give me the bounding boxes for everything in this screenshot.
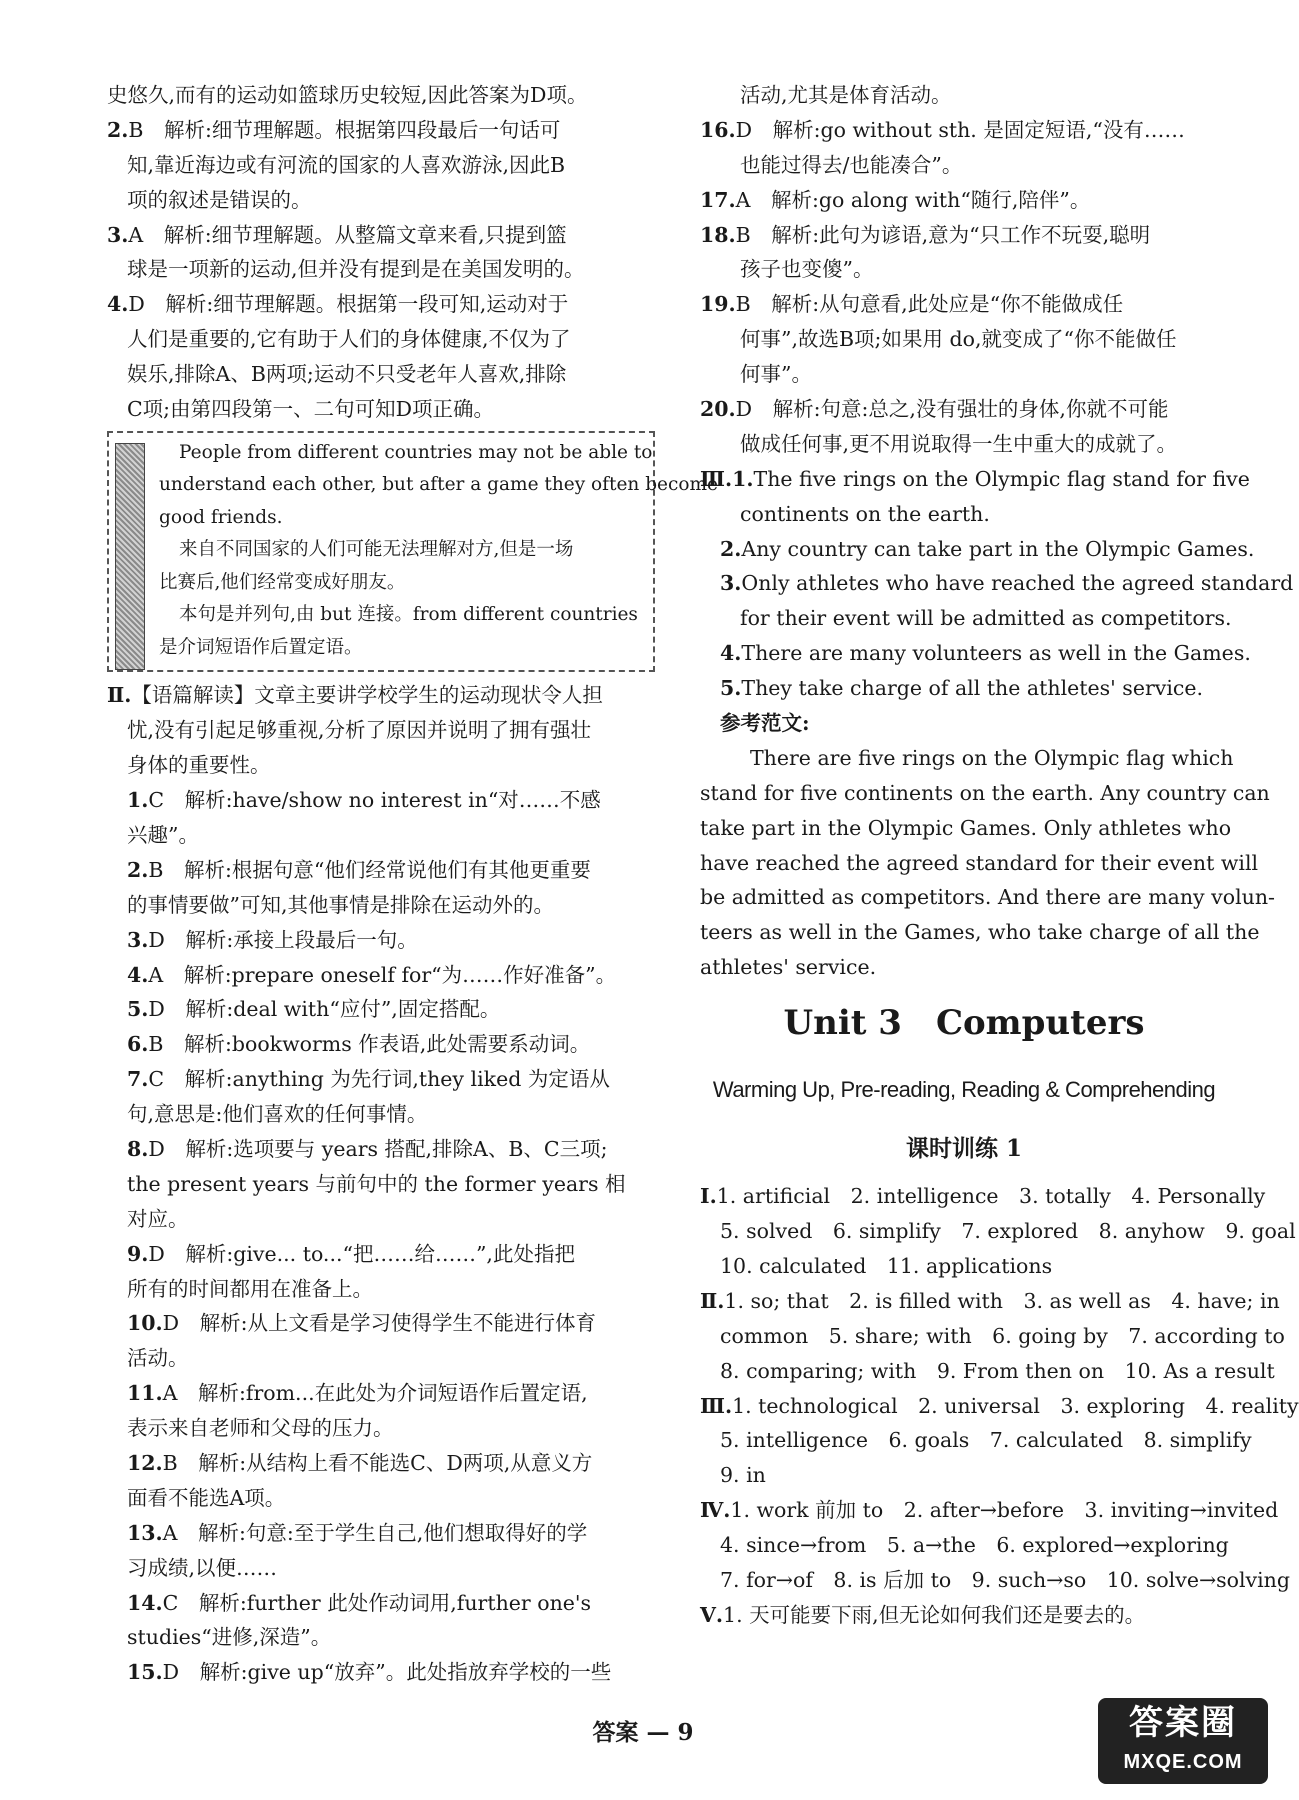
- text-line: [700, 880, 1275, 915]
- sentence-box-tab: [115, 443, 145, 670]
- watermark-logo: [1098, 1698, 1268, 1784]
- line-text: 句,意思是:他们喜欢的任何事情。: [127, 1102, 428, 1127]
- text-line: [107, 1027, 655, 1062]
- text-line: [700, 1354, 1275, 1389]
- item-number: 18.: [700, 222, 736, 247]
- answer-block-part-ii: [107, 678, 655, 1690]
- item-number: 3.: [127, 927, 149, 952]
- text-line: [700, 322, 1228, 357]
- item-number: Ⅲ.: [700, 1393, 733, 1418]
- line-text: D 解析:go without sth. 是固定短语,“没有……: [735, 117, 1185, 142]
- item-number: 1.: [127, 788, 149, 813]
- text-line: [107, 1237, 655, 1272]
- text-line: [700, 1423, 1252, 1458]
- line-text: D 解析:选项要与 years 搭配,排除A、B、C三项;: [148, 1136, 608, 1161]
- line-text: 知,靠近海边或有河流的国家的人喜欢游泳,因此B: [127, 152, 566, 177]
- watermark-main-text: 答案圈: [1129, 1704, 1237, 1742]
- text-line: [700, 148, 1228, 183]
- item-number: 2.: [720, 536, 742, 561]
- item-number: Ⅱ.: [700, 1288, 725, 1313]
- text-line: [700, 636, 1251, 671]
- text-line: [107, 958, 655, 993]
- line-text: 1. work 前加 to 2. after→before 3. inviting→invited: [730, 1498, 1279, 1523]
- item-number: 10.: [127, 1311, 163, 1336]
- text-line: [107, 218, 655, 253]
- line-text: D 解析:give... to...“把……给……”,此处指把: [148, 1241, 575, 1266]
- text-line: [107, 853, 655, 888]
- item-number: 14.: [127, 1590, 163, 1615]
- item-number: 6.: [127, 1032, 149, 1057]
- line-text: 10. calculated 11. applications: [720, 1253, 1053, 1278]
- section-label: 参考范文:: [720, 711, 810, 736]
- item-number: 3.: [107, 222, 129, 247]
- text-line: [107, 1202, 655, 1237]
- line-text: D 解析:give up“放弃”。此处指放弃学校的一些: [162, 1660, 612, 1685]
- section-title: Warming Up, Pre-reading, Reading & Comprehending: [712, 1077, 1216, 1103]
- text-line: [107, 1167, 655, 1202]
- line-text: 习成绩,以便……: [127, 1555, 278, 1580]
- unit-title: Unit 3 Computers: [783, 1003, 1145, 1044]
- item-number: Ⅲ.1.: [700, 466, 754, 491]
- line-text: A 解析:from...在此处为介词短语作后置定语,: [162, 1381, 588, 1406]
- line-text: 5. solved 6. simplify 7. explored 8. anyhow 9. goal: [720, 1219, 1296, 1244]
- line-text: They take charge of all the athletes' service.: [741, 676, 1204, 701]
- item-number: 11.: [127, 1381, 163, 1406]
- line-text: 项的叙述是错误的。: [127, 187, 312, 212]
- text-line: [700, 1214, 1296, 1249]
- text-line: [700, 287, 1228, 322]
- text-line: [107, 1620, 655, 1655]
- page-footer: 答案 — 9: [592, 1719, 694, 1746]
- text-line: [107, 78, 655, 113]
- text-line: [700, 1389, 1299, 1424]
- text-line: [107, 1655, 655, 1690]
- line-text: D 解析:细节理解题。根据第一段可知,运动对于: [128, 292, 569, 317]
- text-line: [107, 748, 655, 783]
- text-line: [700, 1598, 1228, 1633]
- unit3-answers: [700, 1179, 1299, 1633]
- text-line: [700, 113, 1228, 148]
- line-text: C项;由第四段第一、二句可知D项正确。: [127, 397, 495, 422]
- item-number: 3.: [720, 571, 742, 596]
- text-line: [700, 1563, 1291, 1598]
- right-column: [700, 78, 1299, 1633]
- item-number: 5.: [720, 676, 742, 701]
- text-line: [700, 706, 1228, 741]
- line-text: 9. in: [720, 1463, 766, 1488]
- text-line: [107, 888, 655, 923]
- line-text: C 解析:further 此处作动词用,further one's: [162, 1590, 592, 1615]
- text-line: [107, 183, 655, 218]
- line-text: 活动。: [127, 1346, 189, 1371]
- item-number: 12.: [127, 1451, 163, 1475]
- line-text: the present years 与前句中的 the former years 相: [127, 1171, 626, 1196]
- answer-block-continued: [700, 78, 1294, 985]
- line-text: B 解析:从句意看,此处应是“你不能做成任: [735, 292, 1124, 317]
- line-text: 对应。: [127, 1206, 189, 1231]
- line-text: 1. technological 2. universal 3. exploring 4. reality: [732, 1393, 1299, 1418]
- item-number: 16.: [700, 117, 736, 142]
- text-line: [107, 1097, 655, 1132]
- line-text: C 解析:have/show no interest in“对……不感: [148, 788, 601, 813]
- line-text: 表示来自老师和父母的压力。: [127, 1416, 394, 1441]
- line-text: take part in the Olympic Games. Only athletes who: [700, 815, 1232, 840]
- line-text: common 5. share; with 6. going by 7. according to: [720, 1323, 1285, 1348]
- text-line: [700, 1319, 1285, 1354]
- text-line: [107, 148, 655, 183]
- text-line: [107, 113, 655, 148]
- text-line: [700, 741, 1234, 776]
- line-text: Only athletes who have reached the agreed standard: [741, 571, 1294, 596]
- sentence-box-line: 来自不同国家的人们可能无法理解对方,但是一场: [179, 539, 574, 561]
- text-line: [700, 566, 1294, 601]
- text-line: [700, 776, 1270, 811]
- text-line: [700, 218, 1228, 253]
- line-text: B 解析:根据句意“他们经常说他们有其他更重要: [148, 857, 591, 882]
- text-line: [700, 183, 1228, 218]
- text-line: [107, 713, 655, 748]
- item-number: 2.: [107, 117, 129, 142]
- text-line: [107, 1411, 655, 1446]
- text-line: [700, 915, 1260, 950]
- item-number: 7.: [127, 1067, 149, 1092]
- line-text: 所有的时间都用在准备上。: [127, 1276, 373, 1301]
- item-number: 4.: [107, 292, 129, 317]
- text-line: [107, 1481, 655, 1516]
- line-text: 孩子也变傻”。: [740, 257, 874, 282]
- text-line: [700, 392, 1228, 427]
- sentence-analysis-box: [107, 431, 718, 673]
- text-line: [107, 357, 655, 392]
- line-text: be admitted as competitors. And there are many volun-: [700, 885, 1275, 910]
- line-text: 做成任何事,更不用说取得一生中重大的成就了。: [740, 431, 1178, 456]
- sentence-box-line: 本句是并列句,由 but 连接。from different countries: [179, 604, 638, 626]
- line-text: continents on the earth.: [740, 501, 990, 526]
- line-text: 5. intelligence 6. goals 7. calculated 8. simplify: [720, 1428, 1252, 1453]
- sentence-box-line: 是介词短语作后置定语。: [159, 636, 363, 658]
- text-line: [107, 1516, 655, 1551]
- text-line: [700, 1493, 1279, 1528]
- text-line: [700, 601, 1232, 636]
- item-number: 17.: [700, 187, 736, 212]
- line-text: 1. 天可能要下雨,但无论如何我们还是要去的。: [723, 1602, 1146, 1627]
- line-text: 娱乐,排除A、B两项;运动不只受老年人喜欢,排除: [127, 362, 567, 387]
- line-text: B 解析:细节理解题。根据第四段最后一句话可: [128, 117, 561, 142]
- item-number: Ⅱ.: [107, 683, 132, 708]
- text-line: [700, 1528, 1228, 1563]
- text-line: [107, 322, 655, 357]
- text-line: [700, 252, 1228, 287]
- watermark-sub-text: MXQE.COM: [1123, 1751, 1243, 1773]
- line-text: have reached the agreed standard for their event will: [700, 850, 1259, 875]
- sentence-box-lines: [159, 437, 718, 665]
- item-number: 15.: [127, 1660, 163, 1685]
- line-text: 1. so; that 2. is filled with 3. as well as 4. have; in: [724, 1288, 1280, 1313]
- item-number: 19.: [700, 292, 736, 317]
- line-text: There are five rings on the Olympic flag which: [750, 745, 1234, 770]
- text-line: [700, 497, 1228, 532]
- text-line: [700, 462, 1250, 497]
- line-text: D 解析:从上文看是学习使得学生不能进行体育: [162, 1311, 597, 1336]
- line-text: 史悠久,而有的运动如篮球历史较短,因此答案为D项。: [107, 83, 588, 107]
- sentence-box-line: good friends.: [159, 506, 283, 528]
- item-number: 2.: [127, 857, 149, 882]
- text-line: [107, 992, 655, 1027]
- text-line: [107, 923, 655, 958]
- line-text: 面看不能选A项。: [127, 1485, 286, 1510]
- line-text: 何事”。: [740, 362, 812, 387]
- line-text: D 解析:承接上段最后一句。: [148, 927, 418, 952]
- text-line: [107, 1551, 655, 1586]
- text-line: [107, 1306, 655, 1341]
- text-line: [700, 846, 1259, 881]
- line-text: D 解析:deal with“应付”,固定搭配。: [148, 997, 501, 1022]
- item-number: 8.: [127, 1136, 149, 1161]
- line-text: teers as well in the Games, who take charge of all the: [700, 920, 1260, 945]
- text-line: [107, 1376, 655, 1411]
- line-text: athletes' service.: [700, 955, 877, 980]
- line-text: D 解析:句意:总之,没有强壮的身体,你就不可能: [735, 397, 1169, 422]
- line-text: 何事”,故选B项;如果用 do,就变成了“你不能做任: [740, 327, 1177, 352]
- line-text: 兴趣”。: [127, 822, 199, 847]
- item-number: 5.: [127, 997, 149, 1022]
- line-text: 7. for→of 8. is 后加 to 9. such→so 10. solve→solving: [720, 1567, 1291, 1592]
- text-line: [700, 1458, 1228, 1493]
- line-text: 【语篇解读】文章主要讲学校学生的运动现状令人担: [131, 683, 603, 708]
- text-line: [107, 287, 655, 322]
- text-line: [700, 532, 1255, 567]
- line-text: studies“进修,深造”。: [127, 1625, 332, 1650]
- line-text: B 解析:bookworms 作表语,此处需要系动词。: [148, 1032, 591, 1057]
- lesson-title: 课时训练 1: [905, 1135, 1022, 1163]
- line-text: A 解析:prepare oneself for“为……作好准备”。: [148, 962, 617, 987]
- line-text: 身体的重要性。: [127, 753, 271, 778]
- text-line: [700, 357, 1228, 392]
- line-text: 也能过得去/也能凑合”。: [740, 152, 963, 177]
- line-text: C 解析:anything 为先行词,they liked 为定语从: [148, 1067, 610, 1092]
- item-number: 9.: [127, 1241, 149, 1266]
- sentence-box-line: 比赛后,他们经常变成好朋友。: [159, 571, 406, 593]
- text-line: [107, 1341, 655, 1376]
- answer-block-part-i: [107, 78, 655, 427]
- text-line: [107, 678, 655, 713]
- line-text: 4. since→from 5. a→the 6. explored→exploring: [720, 1533, 1229, 1558]
- item-number: 20.: [700, 397, 736, 422]
- sentence-box-line: understand each other, but after a game they often become: [159, 474, 718, 496]
- line-text: There are many volunteers as well in the Games.: [741, 641, 1251, 666]
- line-text: 活动,尤其是体育活动。: [740, 83, 952, 107]
- item-number: 4.: [127, 962, 149, 987]
- item-number: Ⅳ.: [700, 1498, 731, 1523]
- line-text: B 解析:从结构上看不能选C、D两项,从意义方: [162, 1451, 593, 1475]
- text-line: [700, 671, 1228, 706]
- text-line: [700, 1249, 1228, 1284]
- item-number: 4.: [720, 641, 742, 666]
- line-text: B 解析:此句为谚语,意为“只工作不玩耍,聪明: [735, 222, 1151, 247]
- line-text: 忧,没有引起足够重视,分析了原因并说明了拥有强壮: [127, 718, 592, 743]
- item-number: Ⅰ.: [700, 1184, 717, 1209]
- text-line: [700, 811, 1232, 846]
- text-line: [107, 1132, 655, 1167]
- text-line: [107, 1062, 655, 1097]
- text-line: [107, 1586, 655, 1621]
- line-text: Any country can take part in the Olympic Games.: [741, 536, 1255, 561]
- line-text: stand for five continents on the earth. Any country can: [700, 780, 1270, 805]
- text-line: [107, 1272, 655, 1307]
- line-text: for their event will be admitted as competitors.: [740, 606, 1232, 631]
- text-line: [107, 1446, 655, 1481]
- sentence-box-line: People from different countries may not be able to: [179, 441, 653, 463]
- line-text: A 解析:句意:至于学生自己,他们想取得好的学: [162, 1520, 588, 1545]
- line-text: 球是一项新的运动,但并没有提到是在美国发明的。: [127, 257, 585, 282]
- text-line: [700, 1179, 1266, 1214]
- item-number: 13.: [127, 1520, 163, 1545]
- line-text: 8. comparing; with 9. From then on 10. As a result: [720, 1358, 1275, 1383]
- line-text: 的事情要做”可知,其他事情是排除在运动外的。: [127, 892, 554, 917]
- line-text: 1. artificial 2. intelligence 3. totally 4. Personally: [716, 1184, 1266, 1209]
- line-text: A 解析:go along with“随行,陪伴”。: [735, 187, 1091, 212]
- text-line: [700, 78, 1228, 113]
- text-line: [107, 818, 655, 853]
- text-line: [700, 427, 1228, 462]
- text-line: [107, 783, 655, 818]
- line-text: A 解析:细节理解题。从整篇文章来看,只提到篮: [128, 222, 567, 247]
- text-line: [700, 1284, 1280, 1319]
- text-line: [107, 392, 655, 427]
- item-number: Ⅴ.: [700, 1602, 724, 1627]
- line-text: 人们是重要的,它有助于人们的身体健康,不仅为了: [127, 327, 571, 352]
- line-text: The five rings on the Olympic flag stand for five: [753, 466, 1250, 491]
- text-line: [700, 950, 1228, 985]
- text-line: [107, 252, 655, 287]
